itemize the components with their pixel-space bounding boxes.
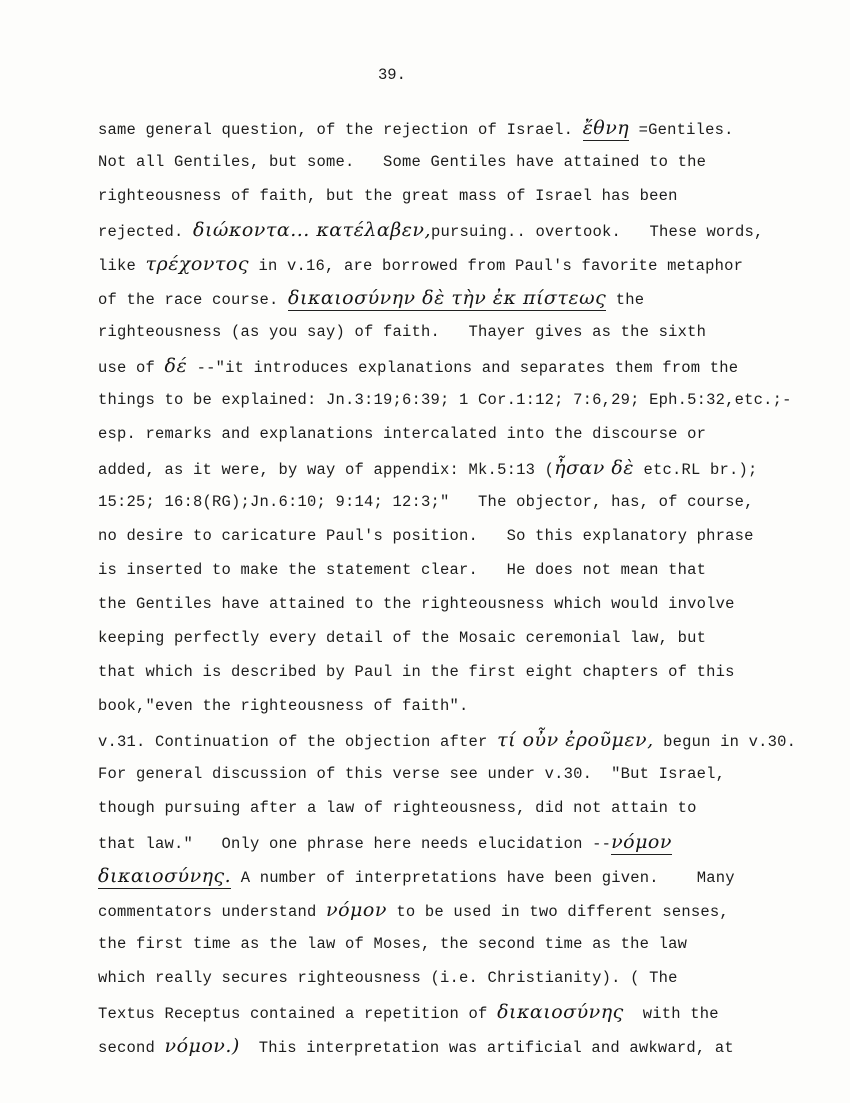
- handwritten-greek: δικαιοσύνης: [497, 1001, 624, 1023]
- text-line: [98, 321, 818, 355]
- typed-text: rejected.: [98, 223, 194, 241]
- typed-text: in v.16, are borrowed from Paul's favorite metaphor: [249, 257, 744, 275]
- typed-text: commentators understand: [98, 903, 327, 921]
- typed-text: etc.RL br.);: [634, 461, 758, 479]
- handwritten-greek: τρέχοντος: [145, 253, 249, 275]
- typed-text: Textus Receptus contained a repetition of: [98, 1005, 498, 1023]
- typed-text: v.31. Continuation of the objection after: [98, 733, 498, 751]
- typed-text: the: [606, 291, 645, 309]
- text-line: [98, 287, 818, 321]
- handwritten-greek: νόμον: [611, 831, 672, 853]
- handwritten-greek: δικαιοσύνης.: [98, 865, 232, 887]
- typed-text: righteousness (as you say) of faith. Thayer gives as the sixth: [98, 323, 707, 341]
- text-line: [98, 627, 818, 661]
- typed-text: keeping perfectly every detail of the Mosaic ceremonial law, but: [98, 629, 707, 647]
- text-line: [98, 695, 818, 729]
- handwritten-greek: δέ: [164, 355, 188, 377]
- text-line: [98, 423, 818, 457]
- typed-text: that law." Only one phrase here needs elucidation --: [98, 835, 612, 853]
- typed-text: that which is described by Paul in the first eight chapters of this: [98, 663, 735, 681]
- typed-text: the Gentiles have attained to the righteousness which would involve: [98, 595, 735, 613]
- text-line: [98, 797, 818, 831]
- typed-text: =Gentiles.: [629, 121, 734, 139]
- typed-text: the first time as the law of Moses, the second time as the law: [98, 935, 688, 953]
- typed-text: Not all Gentiles, but some. Some Gentiles have attained to the: [98, 153, 707, 171]
- typed-text: to be used in two different senses,: [386, 903, 729, 921]
- typed-text: of the race course.: [98, 291, 289, 309]
- typed-text: 15:25; 16:8(RG);Jn.6:10; 9:14; 12:3;" The objector, has, of course,: [98, 493, 754, 511]
- text-line: [98, 593, 818, 627]
- typed-text: added, as it were, by way of appendix: Mk.5:13 (: [98, 461, 555, 479]
- text-line: [98, 1001, 818, 1035]
- typed-text: book,"even the righteousness of faith".: [98, 697, 469, 715]
- text-line: [98, 151, 818, 185]
- typed-text: A number of interpretations have been given. Many: [231, 869, 735, 887]
- text-line: [98, 355, 818, 389]
- handwritten-greek: δικαιοσύνην δὲ τὴν ἐκ πίστεως: [288, 287, 607, 309]
- handwritten-greek: νόμον: [326, 899, 387, 921]
- typed-text: like: [98, 257, 146, 275]
- typed-text: things to be explained: Jn.3:19;6:39; 1 Cor.1:12; 7:6,29; Eph.5:32,etc.;-: [98, 391, 792, 409]
- text-line: [98, 117, 818, 151]
- text-line: [98, 661, 818, 695]
- typed-text: This interpretation was artificial and awkward, at: [239, 1039, 734, 1057]
- text-line: [98, 831, 818, 865]
- typed-text: is inserted to make the statement clear. He does not mean that: [98, 561, 707, 579]
- typed-text: though pursuing after a law of righteousness, did not attain to: [98, 799, 697, 817]
- text-line: [98, 253, 818, 287]
- handwritten-greek: ἦσαν δὲ: [554, 457, 634, 479]
- typed-text: pursuing.. overtook. These words,: [431, 223, 764, 241]
- text-line: [98, 457, 818, 491]
- page-number: 39.: [378, 66, 406, 84]
- text-line: [98, 1035, 818, 1069]
- text-line: [98, 763, 818, 797]
- text-line: [98, 729, 818, 763]
- text-line: [98, 219, 818, 253]
- text-line: [98, 899, 818, 933]
- typed-text: no desire to caricature Paul's position. So this explanatory phrase: [98, 527, 754, 545]
- text-line: [98, 967, 818, 1001]
- typed-text: which really secures righteousness (i.e. Christianity). ( The: [98, 969, 678, 987]
- handwritten-greek: ἔθνη: [582, 117, 630, 139]
- typed-text: For general discussion of this verse see under v.30. "But Israel,: [98, 765, 726, 783]
- text-line: [98, 389, 818, 423]
- typed-text: with the: [623, 1005, 719, 1023]
- text-line: [98, 525, 818, 559]
- typed-text: second: [98, 1039, 165, 1057]
- body-text: [98, 117, 818, 1069]
- typed-text: --"it introduces explanations and separates them from the: [187, 359, 739, 377]
- typed-text: righteousness of faith, but the great mass of Israel has been: [98, 187, 678, 205]
- typed-text: esp. remarks and explanations intercalated into the discourse or: [98, 425, 707, 443]
- typed-text: begun in v.30.: [653, 733, 797, 751]
- text-line: [98, 185, 818, 219]
- typed-text: same general question, of the rejection of Israel.: [98, 121, 583, 139]
- handwritten-greek: νόμον.): [164, 1035, 240, 1057]
- text-line: [98, 491, 818, 525]
- handwritten-greek: διώκοντα... κατέλαβεν,: [193, 219, 431, 241]
- typed-text: use of: [98, 359, 165, 377]
- text-line: [98, 933, 818, 967]
- text-line: [98, 559, 818, 593]
- text-line: [98, 865, 818, 899]
- handwritten-greek: τί οὖν ἐροῦμεν,: [497, 729, 654, 751]
